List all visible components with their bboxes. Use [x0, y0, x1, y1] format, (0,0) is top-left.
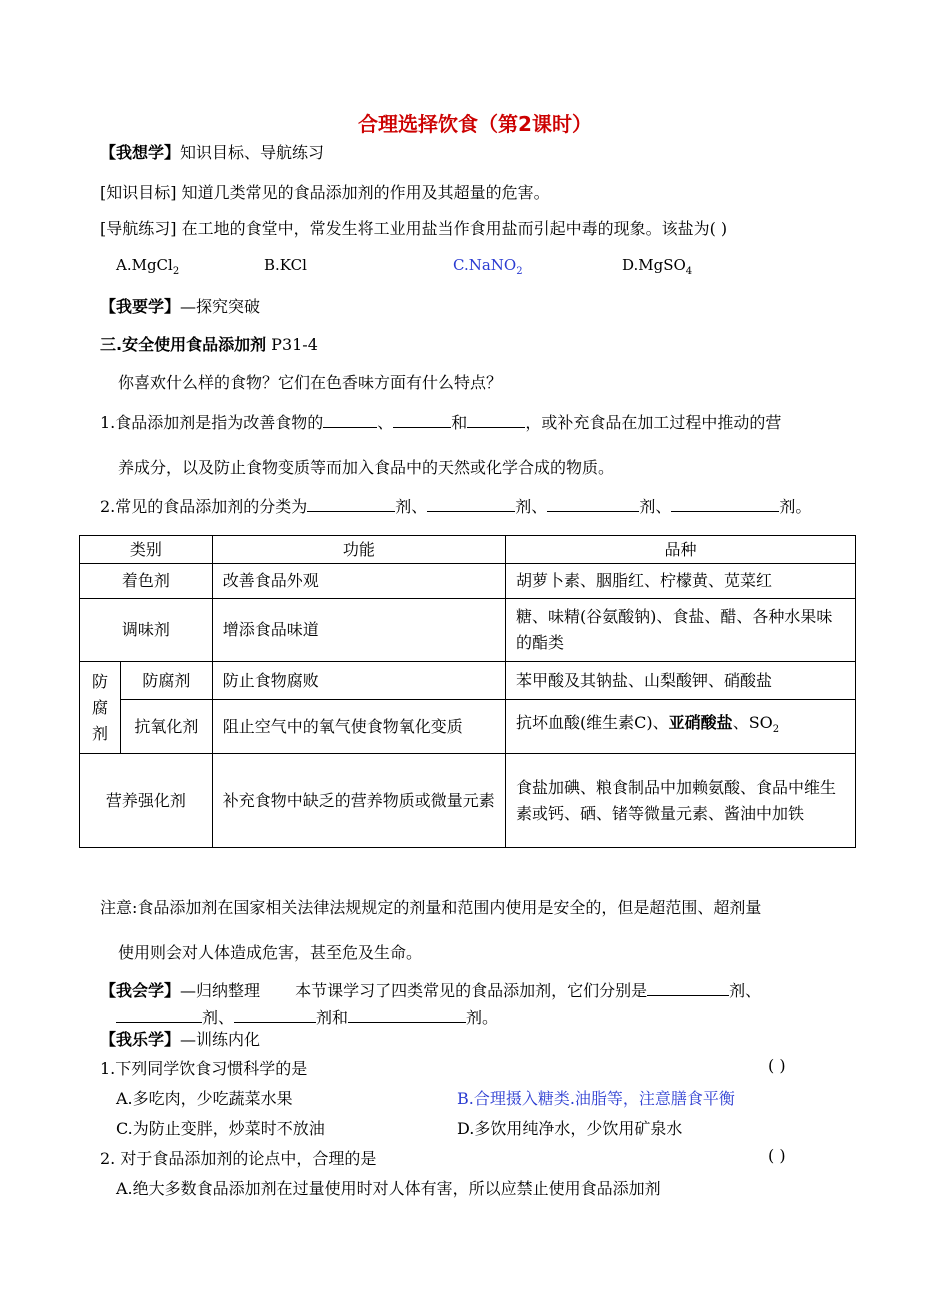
section-wo-hui-xue: 【我会学】—归纳整理 本节课学习了四类常见的食品添加剂，它们分别是 剂、 [100, 981, 762, 1000]
table-row [80, 599, 856, 662]
section-tag: 【我乐学】 [100, 1030, 181, 1049]
item-1-line-2: 养成分，以及防止食物变质等而加入食品中的天然或化学合成的物质。 [118, 458, 615, 477]
cell-variety: 胡萝卜素、胭脂红、柠檬黄、苋菜红 [505, 564, 855, 599]
table-header-row [80, 536, 856, 564]
cell-function: 防止食物腐败 [212, 662, 505, 700]
blank-field[interactable] [427, 497, 515, 512]
section-wo-yao-xue [100, 294, 260, 317]
table-row [80, 754, 856, 848]
additives-table [79, 535, 856, 848]
page-title: 合理选择饮食（第2课时） [358, 112, 592, 136]
table-row [80, 564, 856, 599]
section-desc: 知识目标、导航练习 [180, 143, 325, 162]
option-d: D.MgSO$_4$ [622, 256, 693, 277]
cell-function: 补充食物中缺乏的营养物质或微量元素 [212, 754, 505, 848]
cell-variety: 苯甲酸及其钠盐、山梨酸钾、硝酸盐 [505, 662, 855, 700]
q1-option-b-answer: B.合理摄入糖类.油脂等，注意膳食平衡 [457, 1089, 735, 1108]
cell-category: 抗氧化剂 [120, 700, 212, 754]
table-row [80, 700, 856, 754]
section-wo-le-xue [100, 1027, 260, 1050]
intro-question: 你喜欢什么样的食物？它们在色香味方面有什么特点？ [118, 373, 503, 392]
header-function: 功能 [212, 536, 505, 564]
navigation-exercise: [导航练习] 在工地的食堂中，常发生将工业用盐当作食用盐而引起中毒的现象。该盐为( ) [100, 219, 728, 238]
cell-variety: 糖、味精(谷氨酸钠)、食盐、醋、各种水果味的酯类 [505, 599, 855, 662]
blank-field[interactable] [547, 497, 639, 512]
cell-group-preservative: 防 腐 剂 [80, 662, 121, 754]
note-line-2: 使用则会对人体造成危害，甚至危及生命。 [118, 943, 423, 962]
question-1-stem: 1.下列同学饮食习惯科学的是 [100, 1059, 308, 1078]
cell-function: 阻止空气中的氧气使食物氧化变质 [212, 700, 505, 754]
blank-field[interactable] [467, 413, 525, 428]
section-3-heading: 三.安全使用食品添加剂 P31-4 [100, 335, 318, 354]
item-2: 2.常见的食品添加剂的分类为 剂、 剂、 剂、 剂。 [100, 497, 812, 516]
cell-variety: 食盐加碘、粮食制品中加赖氨酸、食品中维生素或钙、硒、锗等微量元素、酱油中加铁 [505, 754, 855, 848]
blank-field[interactable] [671, 497, 779, 512]
answer-bracket: ( ) [768, 1056, 786, 1075]
summary-line-2: 剂、 剂和 剂。 [116, 1005, 498, 1028]
option-c-answer: C.NaNO$_2$ [453, 256, 523, 277]
section-desc: —归纳整理 [180, 981, 261, 1000]
cell-category: 调味剂 [80, 599, 213, 662]
blank-field[interactable] [234, 1008, 316, 1023]
cell-category: 防腐剂 [120, 662, 212, 700]
section-desc: —训练内化 [180, 1030, 261, 1049]
answer-bracket: ( ) [768, 1146, 786, 1165]
blank-field[interactable] [647, 981, 729, 996]
item-1-line-1: 1.食品添加剂是指为改善食物的 、 和 ，或补充食品在加工过程中推动的营 [100, 413, 782, 432]
cell-function: 增添食品味道 [212, 599, 505, 662]
section-tag: 【我想学】 [100, 143, 181, 162]
cell-variety: 抗坏血酸(维生素C)、亚硝酸盐、$SO_2$ [505, 700, 855, 754]
section-desc: —探究突破 [180, 297, 261, 316]
knowledge-goal: [知识目标] 知道几类常见的食品添加剂的作用及其超量的危害。 [100, 183, 550, 202]
blank-field[interactable] [323, 413, 377, 428]
question-2-stem: 2. 对于食品添加剂的论点中，合理的是 [100, 1149, 377, 1168]
q1-option-a: A.多吃肉，少吃蔬菜水果 [116, 1089, 293, 1108]
cell-function: 改善食品外观 [212, 564, 505, 599]
note-line-1: 注意:食品添加剂在国家相关法律法规规定的剂量和范围内使用是安全的，但是超范围、超剂量 [100, 898, 762, 917]
blank-field[interactable] [348, 1008, 466, 1023]
option-a: A.MgCl$_2$ [116, 256, 180, 277]
blank-field[interactable] [307, 497, 395, 512]
table-row [80, 662, 856, 700]
section-tag: 【我要学】 [100, 297, 181, 316]
blank-field[interactable] [116, 1008, 202, 1023]
q2-option-a: A.绝大多数食品添加剂在过量使用时对人体有害，所以应禁止使用食品添加剂 [116, 1179, 661, 1198]
blank-field[interactable] [393, 413, 451, 428]
header-category: 类别 [80, 536, 213, 564]
section-tag: 【我会学】 [100, 981, 181, 1000]
section-wo-xiang-xue [100, 140, 324, 163]
q1-option-d: D.多饮用纯净水，少饮用矿泉水 [457, 1119, 683, 1138]
header-variety: 品种 [505, 536, 855, 564]
cell-category: 着色剂 [80, 564, 213, 599]
q1-option-c: C.为防止变胖，炒菜时不放油 [116, 1119, 325, 1138]
cell-category: 营养强化剂 [80, 754, 213, 848]
option-b: B.KCl [264, 256, 307, 274]
